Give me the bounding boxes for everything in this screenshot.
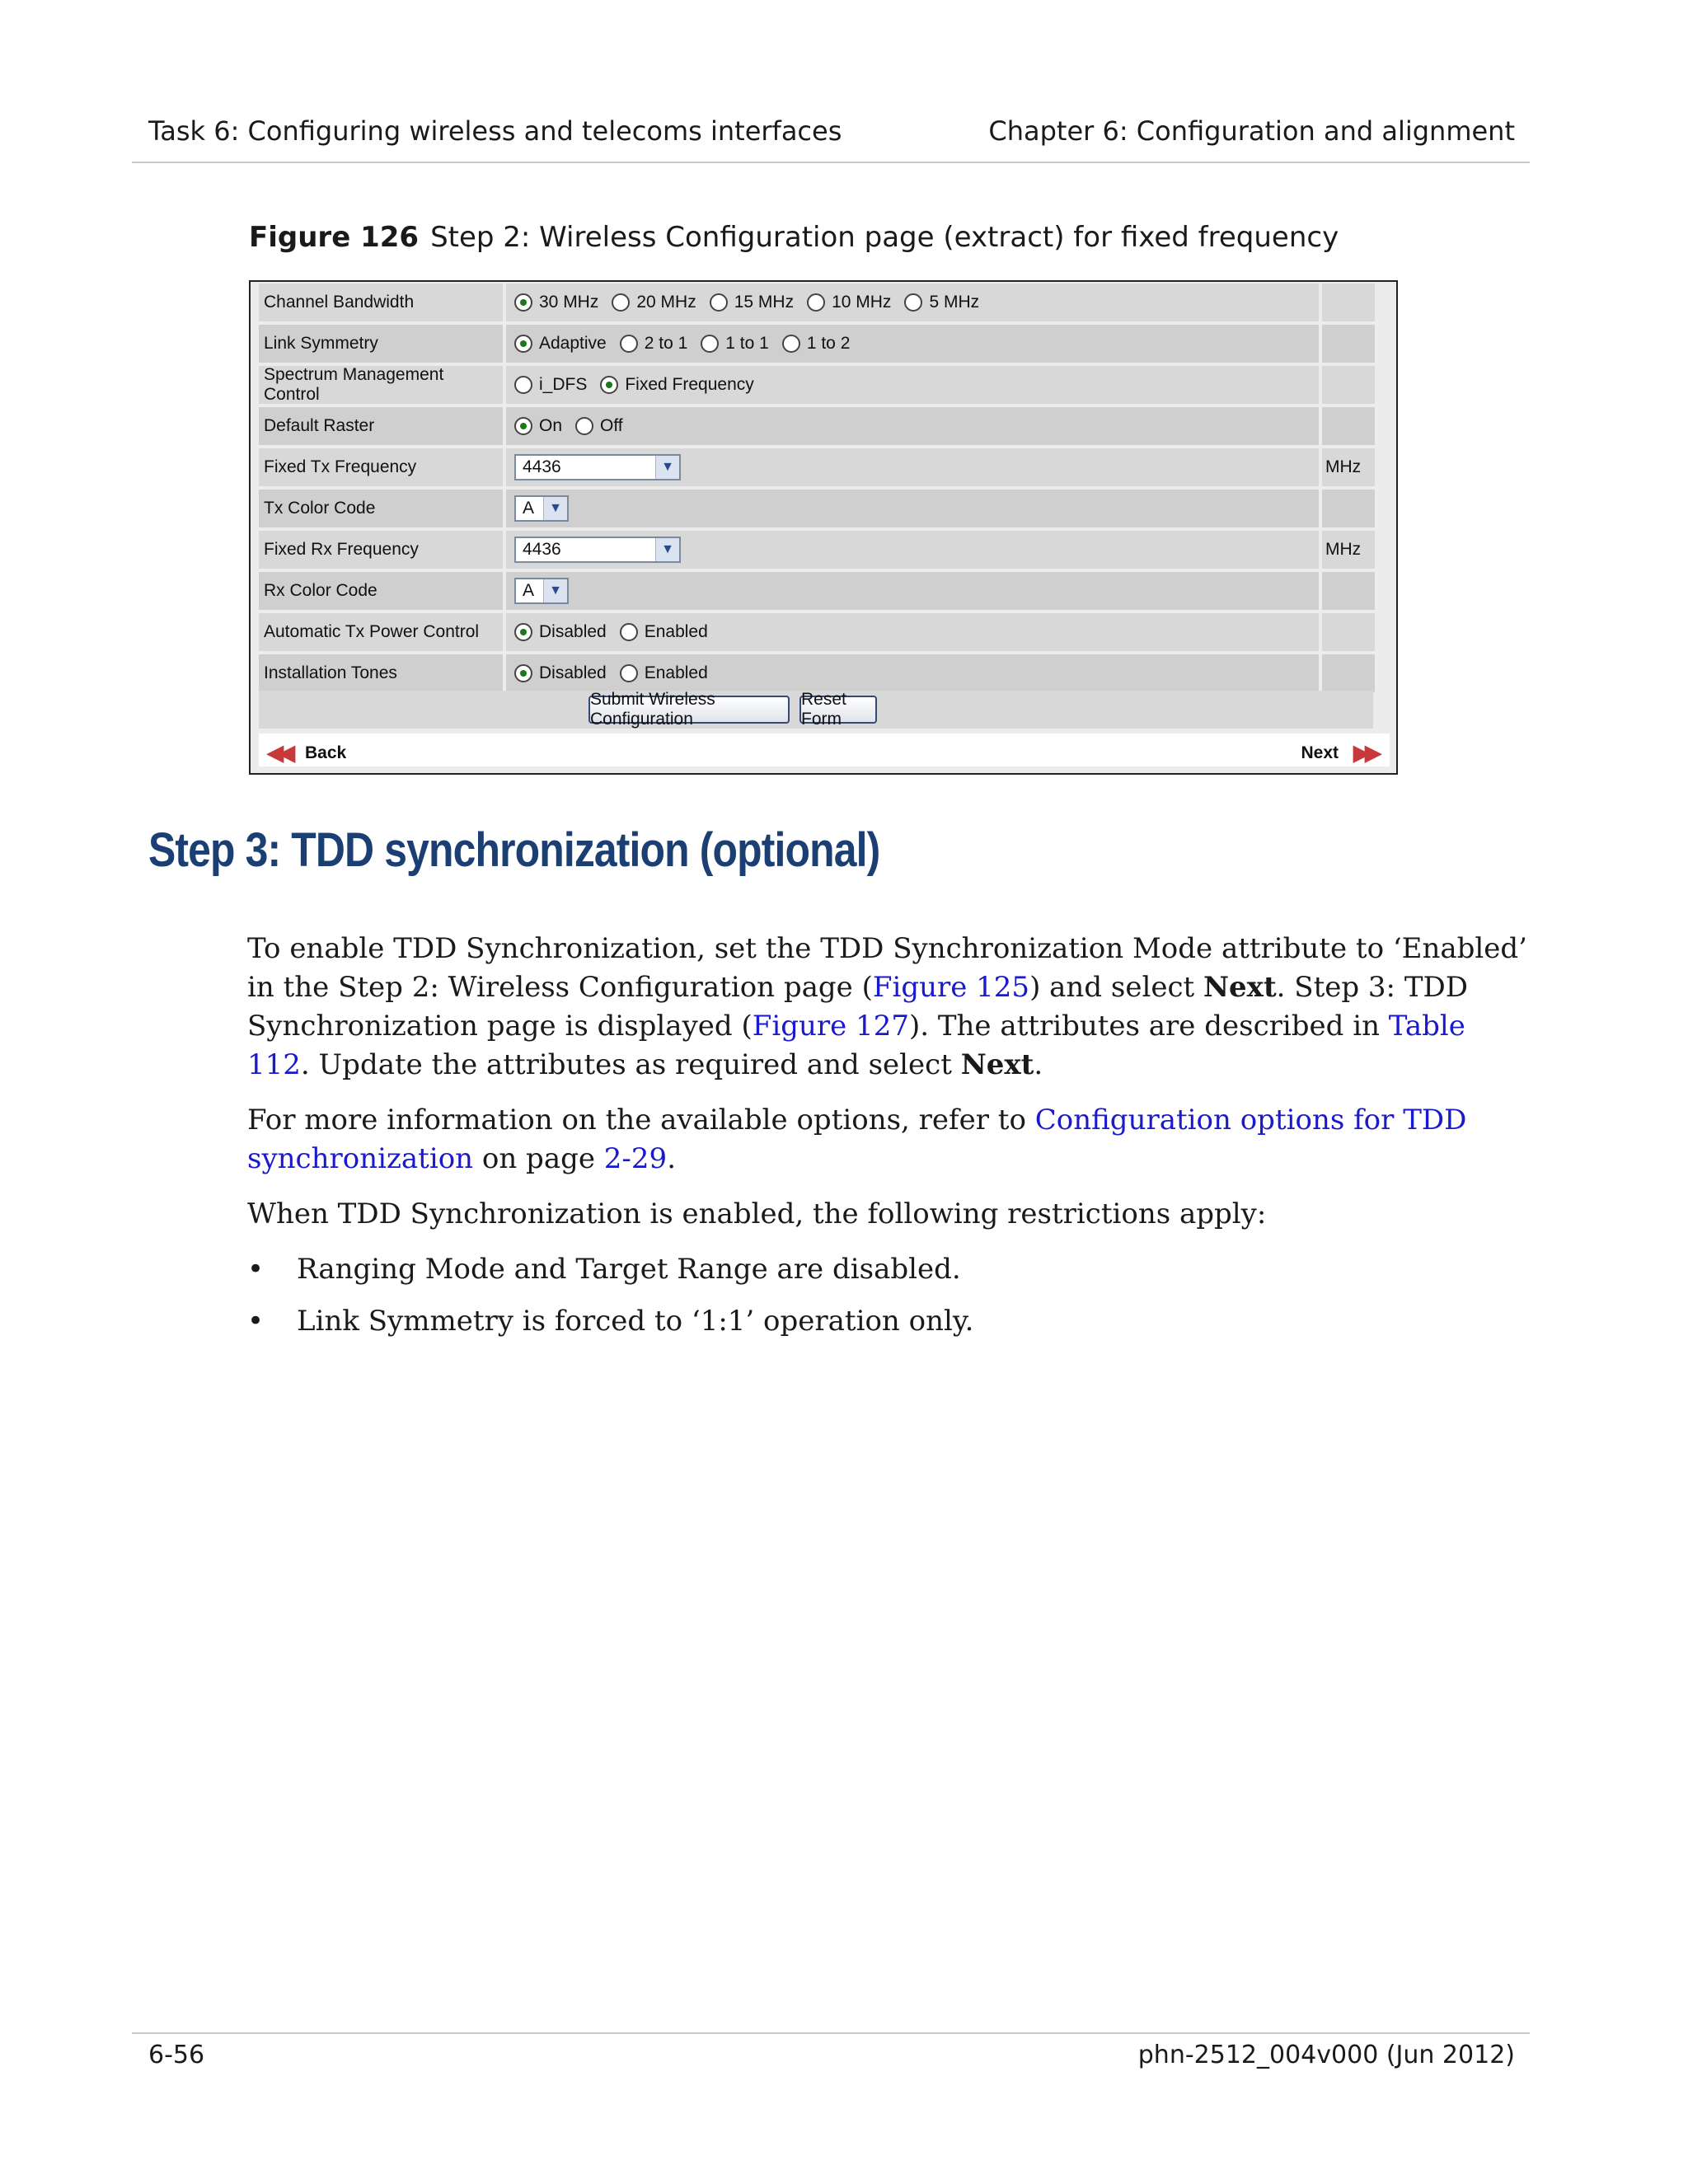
radio-option-label: Enabled: [644, 663, 708, 682]
chevron-down-icon[interactable]: ▼: [655, 456, 679, 479]
chevron-down-icon[interactable]: ▼: [543, 497, 567, 520]
config-row-unit: [1322, 325, 1375, 363]
radio-button-icon[interactable]: [514, 376, 532, 394]
figure-title: Step 2: Wireless Configuration page (extract) for fixed frequency: [430, 221, 1339, 254]
dropdown-select[interactable]: [514, 454, 681, 480]
chevron-down-icon[interactable]: ▼: [543, 579, 567, 602]
config-row-label: Tx Color Code: [259, 490, 503, 527]
config-row: [259, 490, 1390, 527]
config-row: [259, 325, 1390, 363]
radio-button-icon[interactable]: [782, 335, 800, 353]
radio-option-label: 2 to 1: [644, 334, 688, 353]
paragraph-more-info: [247, 1101, 1530, 1179]
dropdown-value: 4436: [523, 457, 561, 476]
radio-button-icon[interactable]: [701, 335, 719, 353]
running-header-chapter: Chapter 6: Configuration and alignment: [988, 115, 1515, 147]
config-row-label: Automatic Tx Power Control: [259, 613, 503, 651]
radio-option[interactable]: [807, 293, 891, 312]
config-row-unit: [1322, 490, 1375, 527]
radio-button-icon[interactable]: [514, 623, 532, 641]
link-table-112[interactable]: Table 112: [247, 1010, 1465, 1081]
radio-button-icon[interactable]: [514, 335, 532, 353]
link-config-options-tdd[interactable]: Configuration options for TDD synchronization: [247, 1104, 1467, 1175]
dropdown-select[interactable]: [514, 495, 569, 522]
radio-button-icon[interactable]: [514, 293, 532, 312]
radio-option-label: Enabled: [644, 622, 708, 641]
radio-option-label: Off: [600, 416, 623, 435]
radio-option-label: Disabled: [539, 622, 607, 641]
config-row: [259, 613, 1390, 651]
section-body: [247, 930, 1530, 1354]
radio-button-icon[interactable]: [612, 293, 630, 312]
config-row-value: [506, 654, 1319, 692]
wizard-nav-row: [259, 733, 1390, 766]
radio-option[interactable]: [575, 416, 623, 436]
dropdown-value: 4436: [523, 540, 561, 559]
text: ) and select: [1029, 971, 1203, 1004]
config-row-unit: [1322, 407, 1375, 445]
config-row-value: [506, 325, 1319, 363]
radio-option-label: 1 to 1: [725, 334, 769, 353]
text: ). The attributes are described in: [908, 1010, 1389, 1043]
text: . Update the attributes as required and select: [300, 1048, 961, 1081]
config-row: [259, 531, 1390, 569]
radio-option[interactable]: [600, 375, 753, 395]
radio-button-icon[interactable]: [620, 664, 638, 682]
header-rule: [132, 162, 1530, 163]
next-arrow-icon: ▶▶: [1353, 740, 1376, 765]
config-row: [259, 448, 1390, 486]
back-link[interactable]: [267, 740, 346, 766]
config-row-value: [506, 407, 1319, 445]
radio-option[interactable]: [904, 293, 979, 312]
radio-option[interactable]: [514, 293, 598, 312]
radio-option-label: i_DFS: [539, 375, 588, 394]
list-item: • Ranging Mode and Target Range are disabled.: [247, 1250, 1530, 1289]
chevron-down-icon[interactable]: ▼: [655, 538, 679, 561]
config-row-value: [506, 366, 1319, 404]
config-row-unit: [1322, 654, 1375, 692]
radio-option-label: 5 MHz: [929, 293, 980, 312]
back-arrow-icon: ◀◀: [267, 740, 290, 765]
radio-option[interactable]: [701, 334, 769, 354]
link-figure-125[interactable]: Figure 125: [872, 971, 1030, 1004]
running-header-task: Task 6: Configuring wireless and telecoms interfaces: [148, 115, 842, 147]
config-row-value: [506, 572, 1319, 610]
dropdown-select[interactable]: [514, 578, 569, 604]
radio-option[interactable]: [514, 334, 607, 354]
text: on page: [473, 1142, 604, 1175]
next-link[interactable]: [1301, 740, 1376, 766]
config-row-value: [506, 613, 1319, 651]
text: .: [667, 1142, 676, 1175]
radio-button-icon[interactable]: [620, 335, 638, 353]
text: . Step 3: TDD Synchronization page is displayed (: [247, 971, 1469, 1043]
form-button-row: [259, 691, 1373, 729]
radio-option[interactable]: [710, 293, 794, 312]
page-number: 6-56: [148, 2041, 205, 2069]
config-row-value: [506, 531, 1319, 569]
config-row-value: [506, 284, 1319, 321]
radio-button-icon[interactable]: [710, 293, 728, 312]
config-row: [259, 407, 1390, 445]
config-row: [259, 572, 1390, 610]
config-row-unit: MHz: [1322, 531, 1375, 569]
reset-form-button[interactable]: Reset Form: [799, 696, 877, 724]
radio-option-label: Adaptive: [539, 334, 607, 353]
radio-option[interactable]: [514, 416, 562, 436]
radio-option[interactable]: [612, 293, 696, 312]
submit-wireless-configuration-button[interactable]: Submit Wireless Configuration: [588, 696, 790, 724]
radio-option[interactable]: [514, 663, 607, 683]
dropdown-select[interactable]: [514, 537, 681, 563]
config-row: [259, 284, 1390, 321]
text: To enable TDD Synchronization, set the TDD Synchronization Mode attribute to ‘Enabled’ in the Step 2: Wireless Configuration page (: [247, 932, 1527, 1004]
config-row-unit: [1322, 366, 1375, 404]
config-row-unit: [1322, 284, 1375, 321]
config-row: [259, 366, 1390, 404]
radio-option[interactable]: [620, 334, 688, 354]
radio-button-icon[interactable]: [904, 293, 922, 312]
radio-option-label: On: [539, 416, 563, 435]
dropdown-value: A: [523, 499, 535, 518]
radio-option-label: Fixed Frequency: [625, 375, 754, 394]
config-row-value: [506, 448, 1319, 486]
radio-option-label: 1 to 2: [806, 334, 851, 353]
radio-button-icon[interactable]: [514, 664, 532, 682]
radio-button-icon[interactable]: [807, 293, 825, 312]
config-row-unit: [1322, 613, 1375, 651]
radio-button-icon[interactable]: [575, 417, 593, 435]
radio-option-label: 15 MHz: [734, 293, 795, 312]
next-label: Next: [1301, 743, 1339, 762]
link-figure-127[interactable]: Figure 127: [752, 1010, 909, 1043]
back-label: Back: [305, 743, 347, 762]
config-row-label: Fixed Tx Frequency: [259, 448, 503, 486]
radio-button-icon[interactable]: [600, 376, 618, 394]
radio-option-label: 10 MHz: [832, 293, 892, 312]
link-page-2-29[interactable]: 2-29: [603, 1142, 668, 1175]
footer-rule: [132, 2032, 1530, 2034]
document-id: phn-2512_004v000 (Jun 2012): [1137, 2041, 1515, 2069]
restriction-list: [247, 1250, 1530, 1341]
radio-option[interactable]: [620, 622, 708, 642]
bold-next: Next: [1203, 971, 1277, 1004]
radio-option-label: 20 MHz: [636, 293, 696, 312]
figure-caption: [249, 221, 1339, 254]
dropdown-value: A: [523, 581, 535, 600]
paragraph-restrictions: When TDD Synchronization is enabled, the following restrictions apply:: [247, 1197, 1267, 1230]
config-row-value: [506, 490, 1319, 527]
radio-button-icon[interactable]: [620, 623, 638, 641]
config-row-label: Channel Bandwidth: [259, 284, 503, 321]
bold-next: Next: [960, 1048, 1034, 1081]
config-row-label: Link Symmetry: [259, 325, 503, 363]
config-row-label: Rx Color Code: [259, 572, 503, 610]
figure-label: Figure 126: [249, 221, 420, 254]
config-row-unit: MHz: [1322, 448, 1375, 486]
radio-option[interactable]: [514, 622, 607, 642]
radio-option[interactable]: [514, 375, 587, 395]
section-heading: Step 3: TDD synchronization (optional): [148, 823, 880, 877]
list-item: • Link Symmetry is forced to ‘1:1’ operation only.: [247, 1302, 1530, 1341]
wireless-config-screenshot: [249, 280, 1398, 775]
config-row-label: Installation Tones: [259, 654, 503, 692]
config-row: [259, 654, 1390, 692]
radio-button-icon[interactable]: [514, 417, 532, 435]
text: .: [1034, 1048, 1043, 1081]
config-row-unit: [1322, 572, 1375, 610]
config-row-label: Default Raster: [259, 407, 503, 445]
radio-option-label: 30 MHz: [539, 293, 599, 312]
radio-option[interactable]: [620, 663, 708, 683]
radio-option-label: Disabled: [539, 663, 607, 682]
config-row-label: Spectrum Management Control: [259, 366, 503, 404]
radio-option[interactable]: [782, 334, 851, 354]
paragraph-enable-tdd: [247, 930, 1530, 1085]
text: For more information on the available options, refer to: [247, 1104, 1035, 1137]
config-row-label: Fixed Rx Frequency: [259, 531, 503, 569]
